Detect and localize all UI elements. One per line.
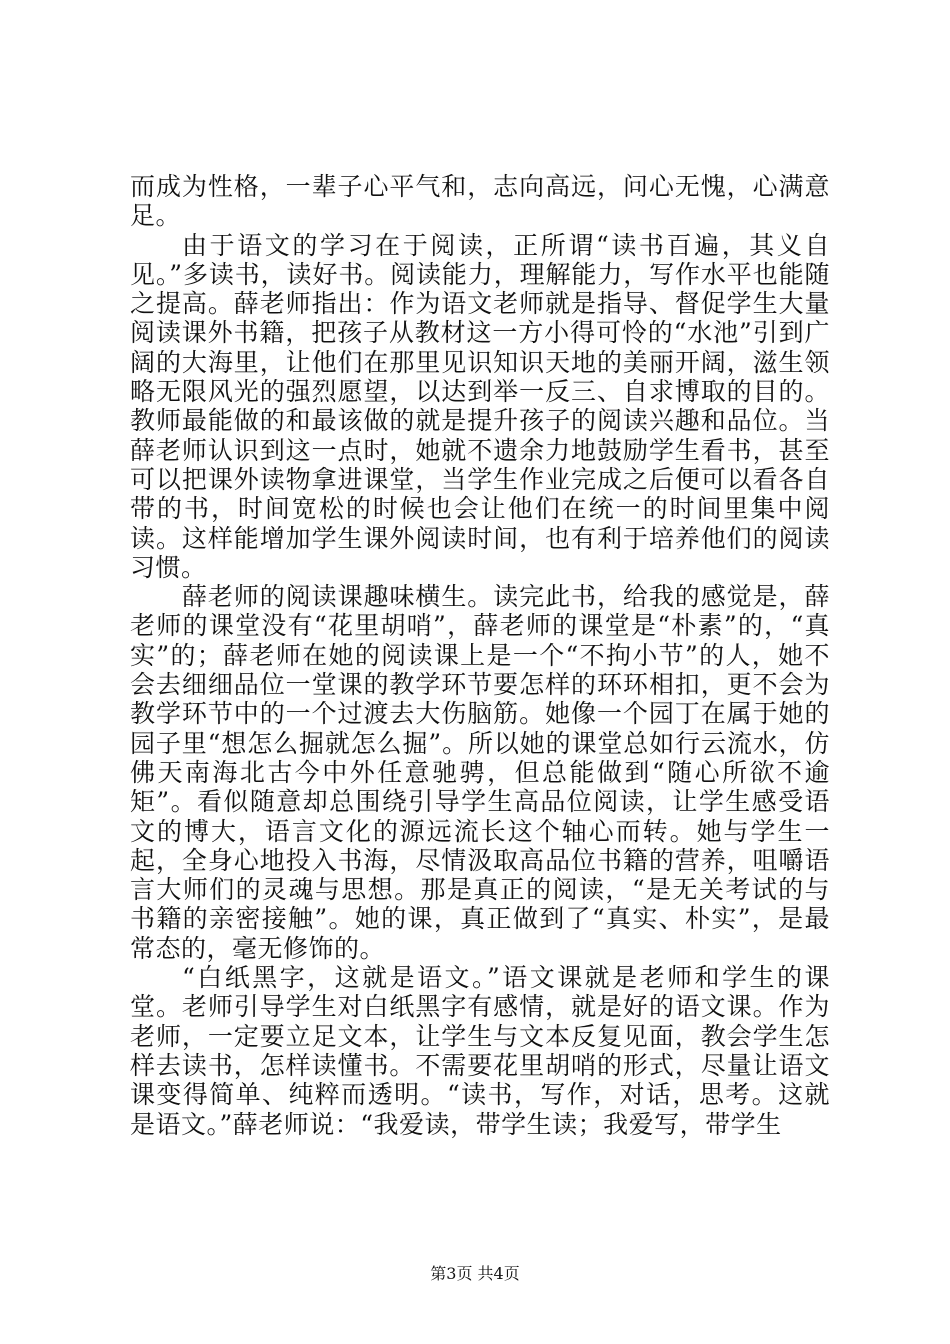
paragraph-1: 而成为性格，一辈子心平气和，志向高远，问心无愧，心满意足。 bbox=[130, 172, 830, 231]
document-body bbox=[130, 172, 830, 1139]
paragraph-2: 由于语文的学习在于阅读，正所谓“读书百遍，其义自见。”多读书，读好书。阅读能力，理解能力，写作水平也能随之提高。薛老师指出：作为语文老师就是指导、督促学生大量阅读课外书籍，把孩子从教材这一方小得可怜的“水池”引到广阔的大海里，让他们在那里见识知识天地的美丽开阔，滋生领略无限风光的强烈愿望，以达到举一反三、自求博取的目的。教师最能做的和最该做的就是提升孩子的阅读兴趣和品位。当薛老师认识到这一点时，她就不遗余力地鼓励学生看书，甚至可以把课外读物拿进课堂，当学生作业完成之后便可以看各自带的书，时间宽松的时候也会让他们在统一的时间里集中阅读。这样能增加学生课外阅读时间，也有利于培养他们的阅读习惯。 bbox=[130, 230, 830, 582]
page-footer bbox=[0, 1264, 950, 1284]
page-indicator: 第3页 共4页 bbox=[430, 1264, 520, 1283]
paragraph-4: “白纸黑字，这就是语文。”语文课就是老师和学生的课堂。老师引导学生对白纸黑字有感情，就是好的语文课。作为老师，一定要立足文本，让学生与文本反复见面，教会学生怎样去读书，怎样读懂书。不需要花里胡哨的形式，尽量让语文课变得简单、纯粹而透明。“读书，写作，对话，思考。这就是语文。”薛老师说：“我爱读，带学生读；我爱写，带学生 bbox=[130, 963, 830, 1139]
paragraph-3: 薛老师的阅读课趣味横生。读完此书，给我的感觉是，薛老师的课堂没有“花里胡哨”，薛老师的课堂是“朴素”的，“真实”的；薛老师在她的阅读课上是一个“不拘小节”的人，她不会去细细品位一堂课的教学环节要怎样的环环相扣，更不会为教学环节中的一个过渡去大伤脑筋。她像一个园丁在属于她的园子里“想怎么掘就怎么掘”。所以她的课堂总如行云流水，仿佛天南海北古今中外任意驰骋，但总能做到“随心所欲不逾矩”。看似随意却总围绕引导学生高品位阅读，让学生感受语文的博大，语言文化的源远流长这个轴心而转。她与学生一起，全身心地投入书海，尽情汲取高品位书籍的营养，咀嚼语言大师们的灵魂与思想。那是真正的阅读，“是无关考试的与书籍的亲密接触”。她的课，真正做到了“真实、朴实”，是最常态的，毫无修饰的。 bbox=[130, 582, 830, 963]
